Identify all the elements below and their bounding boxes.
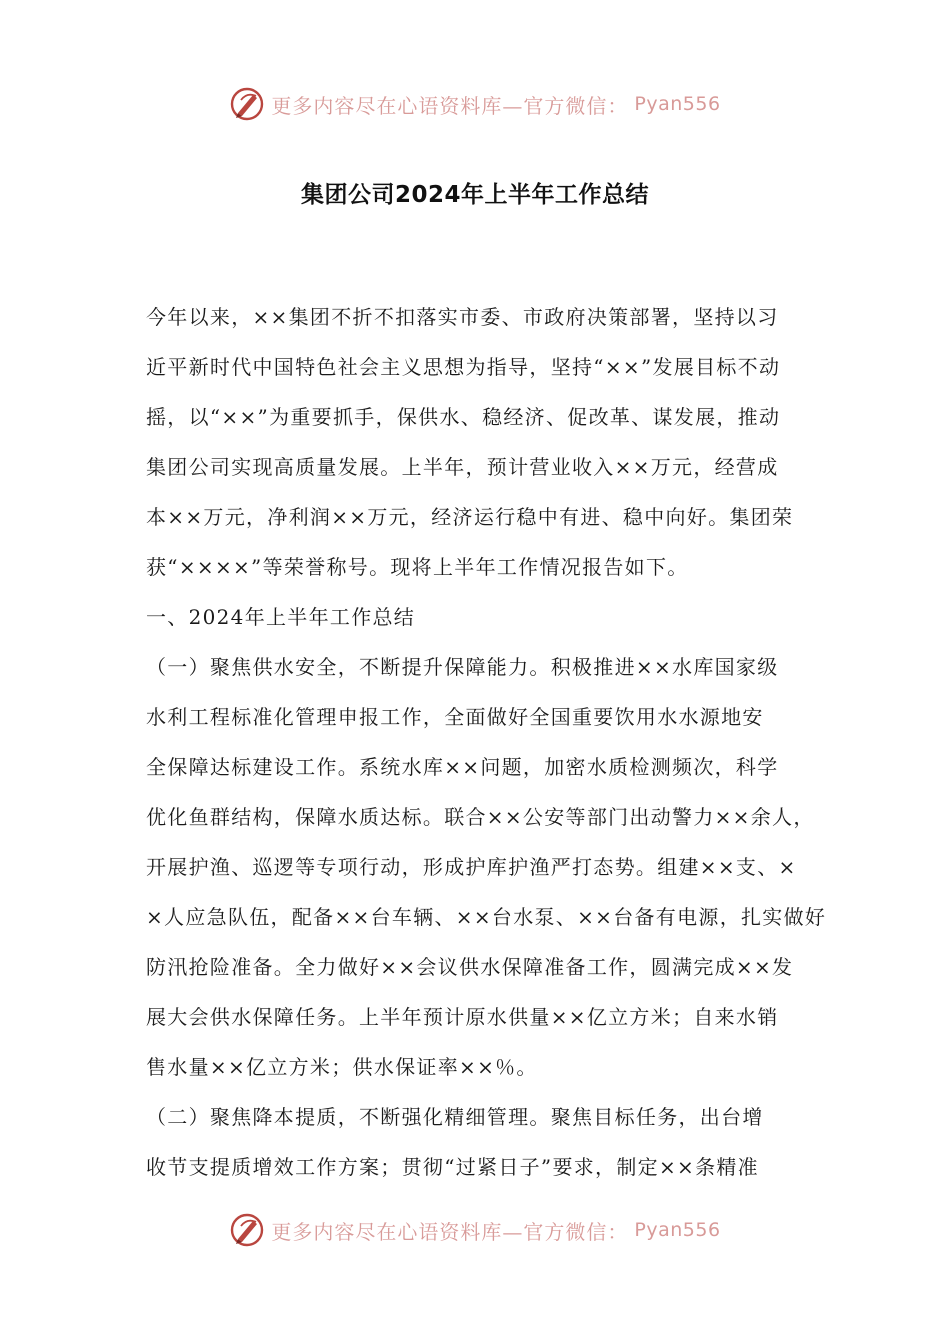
- text-line: 展大会供水保障任务。上半年预计原水供量××亿立方米；自来水销: [146, 1005, 779, 1029]
- text-line: 水利工程标准化管理申报工作，全面做好全国重要饮用水水源地安: [146, 705, 764, 729]
- watermark-text: 更多内容尽在心语资料库—官方微信：: [271, 93, 629, 118]
- text-line: 近平新时代中国特色社会主义思想为指导，坚持“××”发展目标不动: [146, 355, 781, 379]
- text-line: 防汛抢险准备。全力做好××会议供水保障准备工作，圆满完成××发: [146, 955, 794, 979]
- text-line: 售水量××亿立方米；供水保证率××％。: [146, 1055, 538, 1079]
- watermark-footer: [0, 1210, 950, 1250]
- text-line: 获“××××”等荣誉称号。现将上半年工作情况报告如下。: [146, 555, 689, 579]
- text-line: 今年以来，××集团不折不扣落实市委、市政府决策部署，坚持以习: [146, 305, 779, 329]
- text-line: 摇，以“××”为重要抓手，保供水、稳经济、促改革、谋发展，推动: [146, 405, 781, 429]
- text-line: 优化鱼群结构，保障水质达标。联合××公安等部门出动警力××余人，: [146, 805, 815, 829]
- pen-logo-icon: [229, 1212, 265, 1248]
- text-line: 收节支提质增效工作方案；贯彻“过紧日子”要求，制定××条精准: [146, 1155, 759, 1179]
- pen-logo-icon: [229, 86, 265, 122]
- text-line: 本××万元，净利润××万元，经济运行稳中有进、稳中向好。集团荣: [146, 505, 794, 529]
- text-line: 开展护渔、巡逻等专项行动，形成护库护渔严打态势。组建××支、×: [146, 855, 797, 879]
- text-line: （二）聚焦降本提质，不断强化精细管理。聚焦目标任务，出台增: [146, 1105, 764, 1129]
- text-line: 全保障达标建设工作。系统水库××问题，加密水质检测频次，科学: [146, 755, 779, 779]
- watermark-text: 更多内容尽在心语资料库—官方微信：: [271, 1219, 629, 1244]
- section-heading: 一、2024年上半年工作总结: [146, 605, 416, 629]
- watermark-wechat-id: Pyan556: [634, 1219, 721, 1241]
- document-title: 集团公司2024年上半年工作总结: [300, 182, 649, 208]
- text-line: （一）聚焦供水安全，不断提升保障能力。积极推进××水库国家级: [146, 655, 779, 679]
- text-line: ×人应急队伍，配备××台车辆、××台水泵、××台备有电源，扎实做好: [146, 905, 827, 929]
- watermark-header: [0, 84, 950, 124]
- document-body: [146, 292, 827, 1192]
- text-line: 集团公司实现高质量发展。上半年，预计营业收入××万元，经营成: [146, 455, 779, 479]
- watermark-wechat-id: Pyan556: [634, 93, 721, 115]
